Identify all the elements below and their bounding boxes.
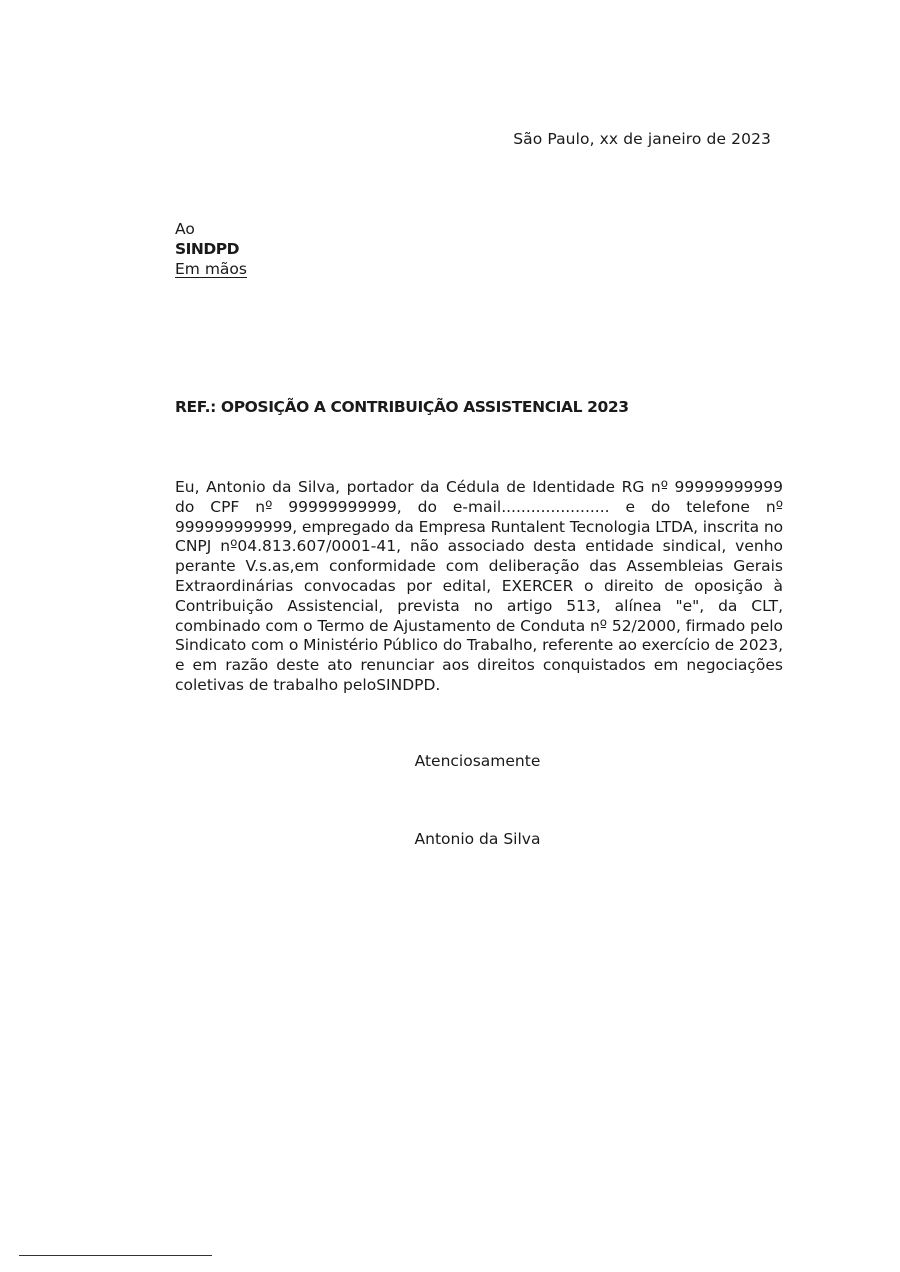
body-line: 999999999999, empregado da Empresa Runtalent Tecnologia LTDA, inscrita no [175, 517, 783, 536]
body-line: Extraordinárias convocadas por edital, EXERCER o direito de oposição à [175, 576, 783, 595]
recipient-name: SINDPD [175, 240, 239, 258]
body-line: CNPJ nº04.813.607/0001-41, não associado desta entidade sindical, venho [175, 537, 783, 556]
body-line: do CPF nº 99999999999, do e-mail...................... e do telefone nº [175, 497, 783, 516]
recipient-salutation: Ao [175, 220, 195, 238]
closing: Atenciosamente [414, 752, 541, 770]
body-line: combinado com o Termo de Ajustamento de Conduta nº 52/2000, firmado pelo [175, 616, 783, 635]
letter-date: São Paulo, xx de janeiro de 2023 [513, 130, 771, 148]
body-line: Contribuição Assistencial, prevista no artigo 513, alínea "e", da CLT, [175, 596, 783, 615]
signature-name: Antonio da Silva [414, 830, 541, 848]
letter-body [175, 478, 783, 696]
body-line: coletivas de trabalho peloSINDPD. [175, 675, 441, 694]
footnote-separator [19, 1255, 212, 1256]
body-line: Sindicato com o Ministério Público do Trabalho, referente ao exercício de 2023, [175, 636, 783, 655]
reference-line: REF.: OPOSIÇÃO A CONTRIBUIÇÃO ASSISTENCIAL 2023 [175, 398, 629, 416]
recipient-delivery: Em mãos [175, 260, 247, 278]
body-line: perante V.s.as,em conformidade com deliberação das Assembleias Gerais [175, 557, 783, 576]
body-line: e em razão deste ato renunciar aos direitos conquistados em negociações [175, 656, 783, 675]
body-line: Eu, Antonio da Silva, portador da Cédula de Identidade RG nº 99999999999 [175, 478, 783, 496]
